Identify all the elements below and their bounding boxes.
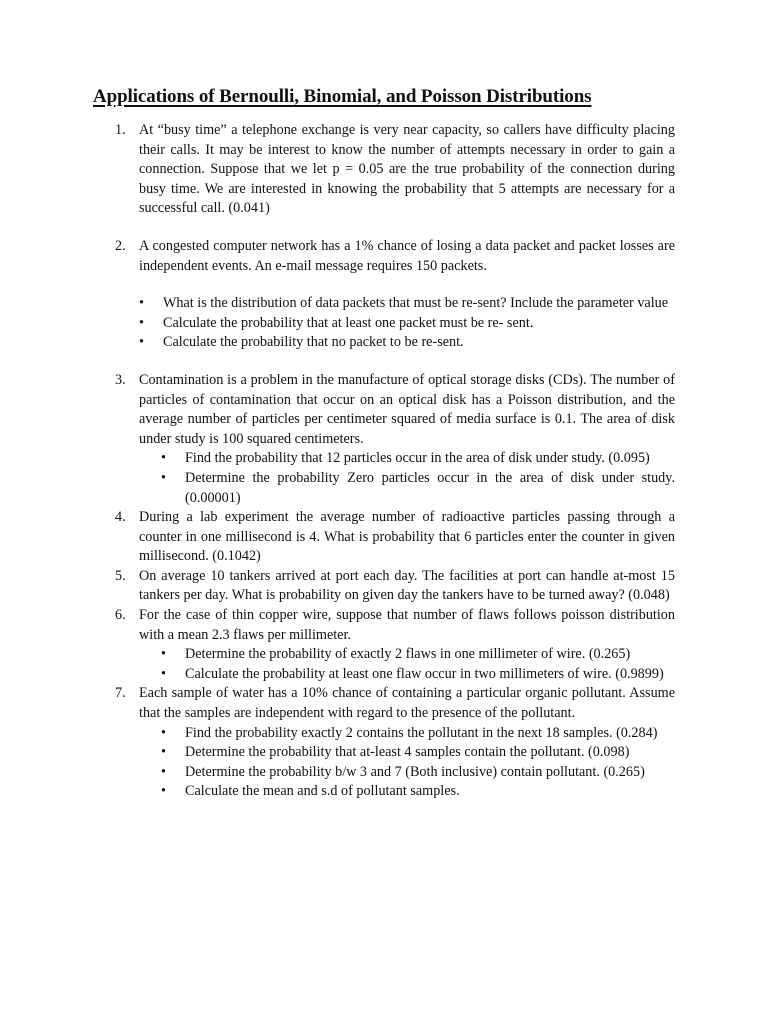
problem-item (0, 567, 675, 606)
bullet-item (161, 743, 675, 763)
problem-text: Each sample of water has a 10% chance of containing a particular organic pollutant. Assume that the samples are independent with regard to the presence of the pollutant. (139, 685, 675, 722)
bullet-item (139, 333, 675, 353)
bullet-item (139, 314, 675, 334)
bullet-text: Calculate the probability that no packet to be re-sent. (163, 334, 464, 351)
bullet-item (161, 763, 675, 783)
problem-text: For the case of thin copper wire, suppose that number of flaws follows poisson distribution with a mean 2.3 flaws per millimeter. (139, 607, 675, 643)
bullet-text: Calculate the probability at least one flaw occur in two millimeters of wire. (0.9899) (185, 665, 664, 682)
problem-text: On average 10 tankers arrived at port each day. The facilities at port can handle at-most 15 tankers per day. What is probability on given day the tankers have to be turned away? (0.048) (139, 567, 675, 604)
bullet-item (161, 782, 675, 802)
bullet-text: Determine the probability b/w 3 and 7 (Both inclusive) contain pollutant. (0.265) (185, 763, 645, 780)
bullet-item (161, 469, 675, 508)
problem-number: 4. (115, 509, 126, 526)
problem-item (0, 237, 675, 276)
bullet-icon: • (161, 469, 166, 486)
bullet-item (161, 449, 675, 469)
bullet-text: Find the probability that 12 particles occur in the area of disk under study. (0.095) (185, 450, 650, 467)
bullet-text: Determine the probability of exactly 2 flaws in one millimeter of wire. (0.265) (185, 646, 631, 663)
problem-number: 3. (115, 371, 126, 388)
bullet-list (0, 294, 675, 353)
bullet-icon: • (161, 646, 166, 663)
problem-number: 7. (115, 685, 126, 702)
problem-text: A congested computer network has a 1% chance of losing a data packet and packet losses are independent events. An e-mail message requires 150 packets. (139, 237, 675, 274)
bullet-text: Calculate the mean and s.d of pollutant samples. (185, 783, 460, 800)
problem-item (0, 606, 675, 684)
problem-number: 5. (115, 567, 126, 584)
bullet-icon: • (161, 724, 166, 741)
problem-number: 1. (115, 122, 126, 138)
problem-item (0, 121, 675, 219)
bullet-icon: • (161, 744, 166, 761)
bullet-list (139, 449, 675, 508)
bullet-list (139, 724, 675, 802)
bullet-text: Determine the probability Zero particles occur in the area of disk under study. (0.00001) (185, 469, 675, 506)
bullet-icon: • (139, 334, 144, 351)
bullet-icon: • (139, 314, 144, 331)
problem-text: During a lab experiment the average number of radioactive particles passing through a counter in one millisecond is 4. What is probability that 6 particles enter the counter in given millisecond. (0.1042) (139, 509, 675, 565)
problem-item (0, 371, 675, 508)
problem-item (0, 508, 675, 567)
problem-item (0, 684, 675, 802)
problem-text: At “busy time” a telephone exchange is very near capacity, so callers have difficulty placing their calls. It may be interest to know the number of attempts necessary in order to gain a connection. Suppose that we let p = 0.05 are the true probability of the connection during busy time. We are interested in knowing the probability that 5 attempts are necessary for a successful call. (0.041) (139, 122, 675, 217)
bullet-text: Calculate the probability that at least one packet must be re- sent. (163, 314, 534, 331)
bullet-item (139, 294, 675, 314)
document-title: Applications of Bernoulli, Binomial, and Poisson Distributions (93, 86, 592, 107)
bullet-icon: • (161, 665, 166, 682)
bullet-item (161, 665, 675, 685)
bullet-list (139, 645, 675, 684)
bullet-item (161, 724, 675, 744)
bullet-group (0, 294, 768, 353)
bullet-icon: • (161, 763, 166, 780)
bullet-item (161, 645, 675, 665)
bullet-text: Determine the probability that at-least 4 samples contain the pollutant. (0.098) (185, 744, 630, 761)
problem-number: 6. (115, 607, 126, 624)
bullet-text: Find the probability exactly 2 contains the pollutant in the next 18 samples. (0.284) (185, 724, 658, 741)
bullet-icon: • (161, 783, 166, 800)
bullet-icon: • (161, 450, 166, 467)
problem-list (0, 121, 768, 802)
bullet-icon: • (139, 295, 144, 312)
problem-text: Contamination is a problem in the manufacture of optical storage disks (CDs). The number of particles of contamination that occur on an optical disk has a Poisson distribution, and the average number of particles per centimeter squared of media surface is 0.1. The area of disk under study is 100 squared centimeters. (139, 371, 675, 447)
problem-number: 2. (115, 237, 126, 254)
bullet-text: What is the distribution of data packets that must be re-sent? Include the parameter value (163, 295, 669, 312)
